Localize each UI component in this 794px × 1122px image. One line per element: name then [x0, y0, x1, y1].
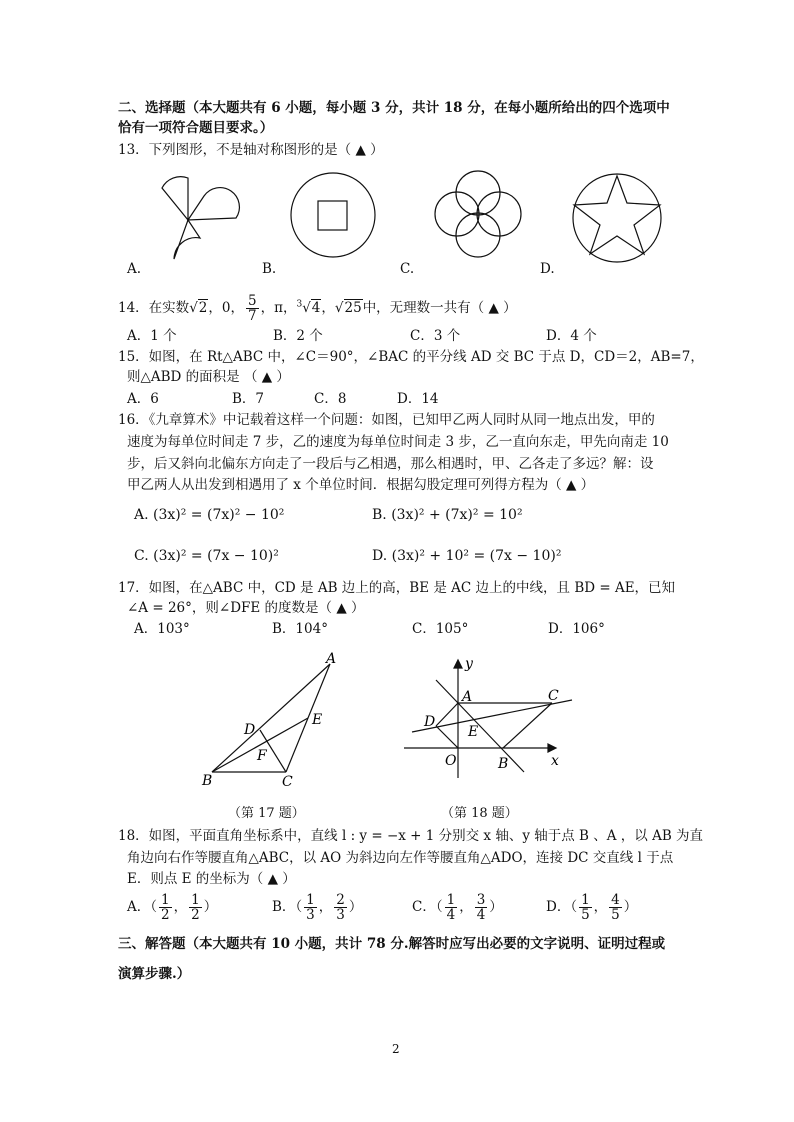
fig18-label-b: B: [498, 756, 509, 772]
q18-close: ）: [623, 899, 638, 915]
frac-num: 1: [581, 892, 590, 908]
q18-comma: ，: [459, 899, 473, 915]
q16-option-d: D. (3x)² + 10² = (7x − 10)²: [372, 548, 562, 564]
fig17-label-a: A: [326, 651, 337, 667]
q14-stem: [118, 294, 517, 323]
fig18-label-c: C: [548, 688, 559, 704]
q13-figures: [0, 0, 794, 300]
frac-den: 5: [611, 907, 620, 923]
figure-b-circle-square: [291, 173, 375, 257]
q18-a-frac1: [159, 893, 172, 922]
q18-c-frac1: [445, 893, 458, 922]
q18-option-a: [127, 893, 217, 922]
q16-line3: 步，后又斜向北偏东方向走了一段后与乙相遇，那么相遇时，甲、乙各走了多远？解：设: [127, 456, 654, 472]
q18-comma: ，: [173, 899, 188, 915]
q15-option-b: B．7: [232, 391, 265, 407]
q18-close: ）: [203, 899, 218, 915]
q14-option-c: C．3 个: [410, 328, 461, 344]
q13-option-c: C.: [400, 261, 415, 277]
q18-line1: 18．如图，平面直角坐标系中，直线 l : y = −x + 1 分别交 x 轴、y 轴于点 B 、A ，以 AB 为直: [118, 828, 704, 844]
frac-den: 2: [161, 907, 170, 923]
q14-sqrt-2: 2: [198, 300, 208, 316]
frac-num: 4: [611, 892, 620, 908]
q15-option-c: C．8: [314, 391, 347, 407]
frac-den: 4: [446, 907, 456, 923]
sqrt-symbol: √: [302, 300, 311, 316]
q16-line1: 16．《九章算术》中记载着这样一个问题：如图，已知甲乙两人同时从同一地点出发，甲的: [118, 412, 655, 428]
q18-d-frac1: [579, 893, 592, 922]
q14-option-b: B．2 个: [273, 328, 323, 344]
figure-d-star-circle: [573, 174, 661, 262]
q17-line2: ∠A = 26°，则∠DFE 的度数是（ ▲ ）: [127, 600, 365, 616]
figure-a-pinwheel: [162, 177, 239, 259]
q18-close: ）: [348, 899, 363, 915]
q13-option-b: B.: [262, 261, 277, 277]
q18-line3: E．则点 E 的坐标为（ ▲ ）: [127, 871, 296, 887]
section3-title-line1: 三、解答题（本大题共有 10 小题，共计 78 分.解答时应写出必要的文字说明、证明过程或: [118, 936, 666, 952]
fig17-label-d: D: [244, 722, 256, 738]
q15-option-d: D．14: [397, 391, 439, 407]
q15-line2: 则△ABD 的面积是 （ ▲ ）: [127, 369, 290, 385]
q14-sep1: ，0，: [208, 300, 244, 316]
q18-line2: 角边向右作等腰直角△ABC，以 AO 为斜边向左作等腰直角△ADO，连接 DC 交直线 l 于点: [127, 850, 674, 866]
sqrt-symbol: √: [334, 300, 344, 316]
q17-option-b: B．104°: [272, 621, 328, 637]
fig18-caption: （第 18 题）: [441, 806, 518, 821]
q18-b-frac2: [334, 893, 347, 922]
q14-fraction: [246, 294, 259, 323]
q14-prefix: 14．在实数: [118, 300, 190, 316]
fig17-label-f: F: [257, 748, 267, 764]
fig18-label-e: E: [468, 724, 479, 740]
q17-option-a: A．103°: [134, 621, 190, 637]
page-number: 2: [392, 1042, 400, 1056]
frac-den: 5: [581, 907, 590, 923]
q14-frac-den: 7: [247, 308, 257, 324]
fig18-label-a: A: [462, 689, 473, 705]
q15-option-a: A．6: [127, 391, 159, 407]
q18-comma: ，: [593, 899, 608, 915]
frac-num: 1: [306, 892, 315, 908]
q16-option-b: B. (3x)² + (7x)² = 10²: [372, 507, 523, 523]
q13-stem: 13．下列图形，不是轴对称图形的是（ ▲ ）: [118, 142, 384, 158]
frac-num: 3: [476, 892, 486, 908]
fig17-label-c: C: [282, 774, 293, 790]
q16-option-a: A. (3x)² = (7x)² − 10²: [134, 507, 285, 523]
q13-option-d: D.: [540, 261, 555, 277]
frac-den: 3: [336, 907, 345, 923]
figure-17: [190, 648, 350, 798]
fig17-label-b: B: [202, 773, 213, 789]
q14-cbrt-4: 4: [311, 300, 321, 316]
fig18-label-x: x: [551, 753, 559, 769]
q14-sep3: ，: [321, 300, 335, 316]
fig18-label-o: O: [445, 753, 457, 769]
frac-num: 1: [446, 892, 456, 908]
q18-close: ）: [489, 899, 503, 915]
fig18-label-y: y: [465, 656, 473, 672]
q14-cube-index: 3: [296, 299, 303, 310]
q14-option-d: D．4 个: [546, 328, 597, 344]
q18-option-d: [546, 893, 637, 922]
figure-c-four-circles: [435, 171, 521, 257]
q17-line1: 17．如图，在△ABC 中，CD 是 AB 边上的高，BE 是 AC 边上的中线，且 BD = AE，已知: [118, 580, 676, 596]
q18-b-label: B．（: [272, 899, 303, 915]
q18-b-frac1: [304, 893, 317, 922]
fig18-label-d: D: [424, 714, 436, 730]
q15-line1: 15．如图，在 Rt△ABC 中，∠C＝90°，∠BAC 的平分线 AD 交 BC 于点 D，CD＝2，AB=7，: [118, 349, 704, 365]
q16-option-c: C. (3x)² = (7x − 10)²: [134, 548, 279, 564]
q18-d-label: D．（: [546, 899, 578, 915]
figure-18: [398, 648, 578, 798]
frac-den: 3: [306, 907, 315, 923]
q18-option-c: [412, 893, 503, 922]
frac-num: 2: [336, 892, 345, 908]
q13-option-a: A.: [127, 261, 142, 277]
q18-comma: ，: [318, 899, 333, 915]
fig17-caption: （第 17 题）: [228, 806, 305, 821]
section2-title-line2: 恰有一项符合题目要求。）: [118, 120, 274, 136]
fig17-label-e: E: [312, 712, 323, 728]
q17-option-c: C．105°: [412, 621, 469, 637]
q14-option-a: A．1 个: [127, 328, 177, 344]
q16-line4: 甲乙两人从出发到相遇用了 x 个单位时间．根据勾股定理可列得方程为（ ▲ ）: [127, 477, 595, 493]
q16-line2: 速度为每单位时间走 7 步，乙的速度为每单位时间走 3 步，乙一直向东走，甲先向南走 10: [127, 434, 669, 450]
q14-sqrt-25: 25: [344, 300, 362, 316]
q17-option-d: D．106°: [548, 621, 605, 637]
q18-c-label: C．（: [412, 899, 443, 915]
q14-sep2: ，π，: [260, 300, 297, 316]
section3-title-line2: 演算步骤.）: [118, 966, 191, 982]
q14-frac-num: 5: [247, 293, 257, 309]
frac-num: 1: [191, 892, 200, 908]
section2-title-line1: 二、选择题（本大题共有 6 小题，每小题 3 分，共计 18 分，在每小题所给出的四个选项中: [118, 100, 670, 116]
q18-a-label: A．（: [127, 899, 157, 915]
frac-den: 4: [476, 907, 486, 923]
sqrt-symbol: √: [189, 300, 198, 316]
frac-den: 2: [191, 907, 200, 923]
q18-a-frac2: [189, 893, 202, 922]
q18-c-frac2: [475, 893, 488, 922]
q14-suffix: 中，无理数一共有（ ▲ ）: [362, 300, 517, 316]
q18-d-frac2: [609, 893, 622, 922]
frac-num: 1: [161, 892, 170, 908]
q18-option-b: [272, 893, 362, 922]
